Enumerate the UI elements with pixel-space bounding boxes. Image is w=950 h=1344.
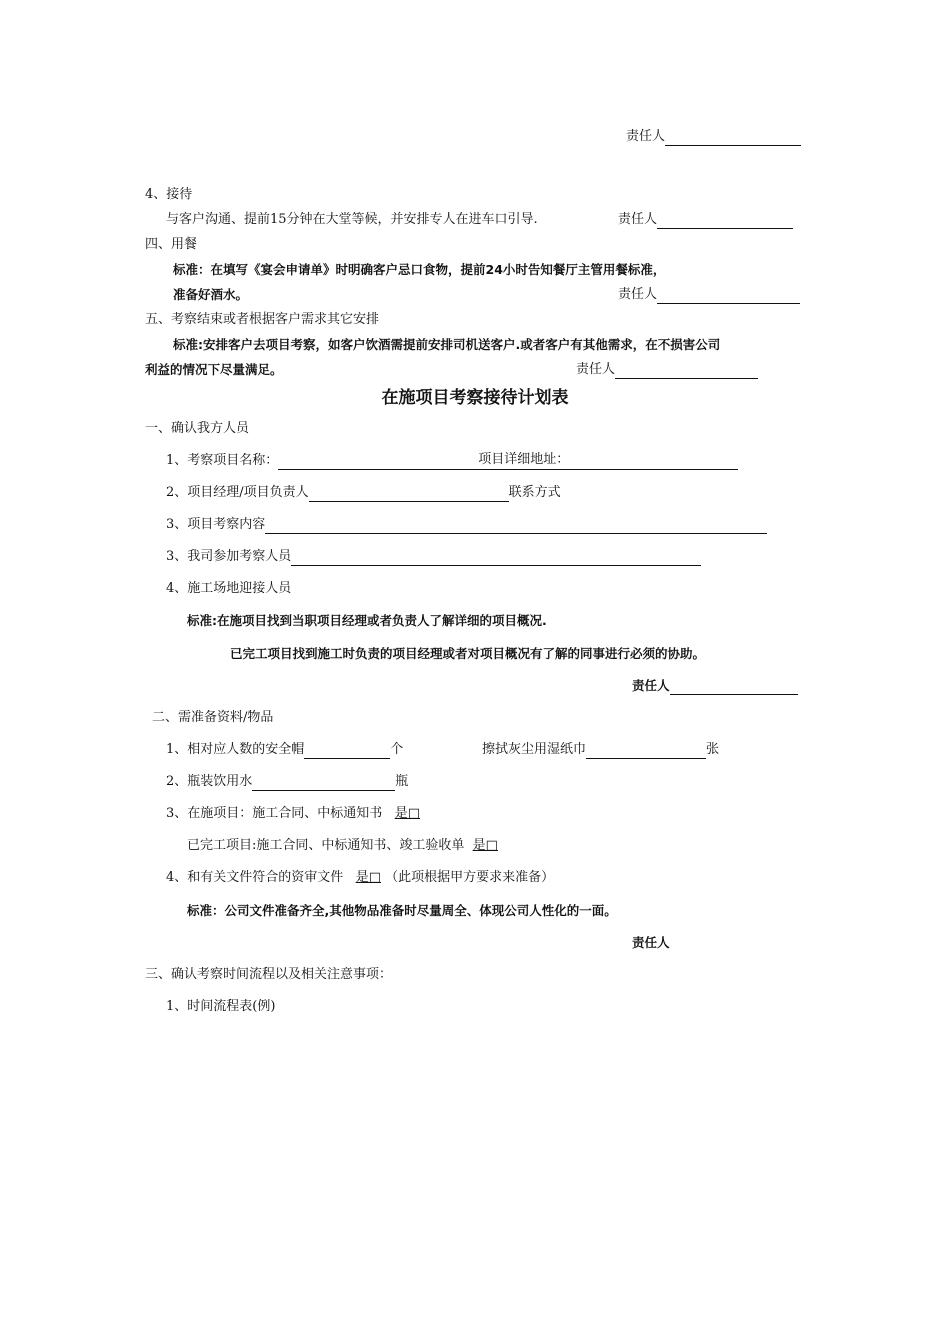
part1-heading: 一、确认我方人员 [145,421,250,436]
section-dining-heading: 四、用餐 [145,237,198,252]
dining-standard-2: 准备好酒水。 [173,287,249,302]
reception-responsible: 责任人 [618,211,793,229]
part1-responsible: 责任人 [632,677,798,695]
part2-standard: 标准：公司文件准备齐全,其他物品准备时尽量周全、体现公司人性化的一面。 [187,903,617,918]
site-receiver-item: 4、施工场地迎接人员 [166,581,292,596]
blank-line [665,131,801,146]
section-reception-heading: 4、接待 [145,187,193,202]
part1-standard-2: 已完工项目找到施工时负责的项目经理或者对项目概况有了解的同事进行必须的协助。 [230,646,706,661]
blank-line [586,744,706,759]
blank-line [291,551,701,566]
top-responsible: 责任人 [626,128,801,146]
project-manager-field: 2、项目经理/项目负责人 联系方式 [166,485,561,500]
part2-heading: 二、需准备资料/物品 [152,710,274,725]
section-end-heading: 五、考察结束或者根据客户需求其它安排 [145,312,380,327]
page-title: 在施项目考察接待计划表 [381,388,569,408]
blank-line [657,214,793,229]
end-responsible: 责任人 [576,361,758,379]
yes-checkbox[interactable]: 是□ [472,838,498,853]
blank-line [670,680,798,695]
inspection-content-field: 3、项目考察内容 [166,516,767,534]
our-staff-field: 3、我司参加考察人员 [166,548,701,566]
water-field: 2、瓶装饮用水 瓶 [166,774,409,789]
dining-standard-1: 标准：在填写《宴会申请单》时明确客户忌口食物，提前24小时告知餐厅主管用餐标准， [173,262,666,277]
part2-responsible: 责任人 [632,935,670,950]
part3-heading: 三、确认考察时间流程以及相关注意事项： [145,967,393,982]
dining-responsible: 责任人 [618,286,800,304]
end-standard-1: 标准:安排客户去项目考察，如客户饮酒需提前安排司机送客户.或者客户有其他需求，在不损害公司 [173,337,721,352]
contract-docs-item: 3、在施项目：施工合同、中标通知书 是□ [166,806,420,821]
blank-line [657,289,800,304]
helmet-field: 1、相对应人数的安全帽 个 [166,742,404,757]
part1-standard-1: 标准:在施项目找到当职项目经理或者负责人了解详细的项目概况. [187,613,547,628]
end-standard-2: 利益的情况下尽量满足。 [145,362,283,377]
yes-checkbox[interactable]: 是□ [394,806,420,821]
blank-line [615,364,758,379]
blank-line [265,519,767,534]
blank-line: 项目详细地址： [278,455,738,470]
reception-text: 与客户沟通、提前15分钟在大堂等候，并安排专人在进车口引导. [166,212,538,227]
project-name-field: 1、考察项目名称： 项目详细地址： [166,452,738,470]
blank-line [304,744,390,759]
qualification-docs-item: 4、和有关文件符合的资审文件 是□ （此项根据甲方要求来准备） [166,870,555,885]
timeline-item: 1、时间流程表(例) [166,999,276,1014]
wet-wipes-field: 擦拭灰尘用湿纸巾 张 [482,742,720,757]
completed-docs-item: 已完工项目:施工合同、中标通知书、竣工验收单 是□ [187,838,498,853]
yes-checkbox[interactable]: 是□ [355,870,381,885]
blank-line [309,487,509,502]
blank-line [252,776,395,791]
